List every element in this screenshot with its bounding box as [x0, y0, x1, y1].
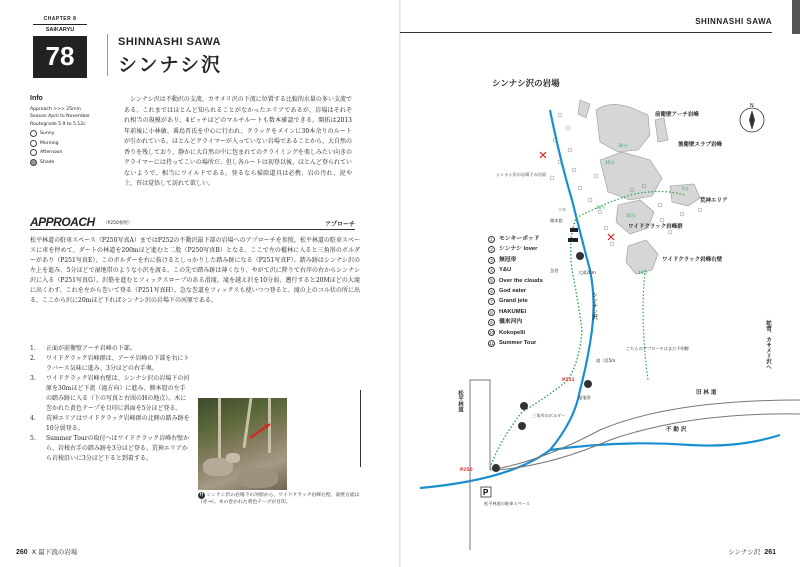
info-box [30, 95, 116, 166]
label-shitchi: 湿地帯 [578, 395, 591, 400]
fudou-stream [550, 435, 780, 450]
step-item: 3. ワイドクラック岩峰右壁は、シンナシ沢の岩場下の河原を30mほど下流（滝方向）に進み、側本窟の左手の踏み跡に入る（下の写真と右図のHの地点）。木に巻かれた黄色テープを目印に斜面を5分ほど登る。 [30, 375, 190, 412]
rock-wide-crack-right [626, 240, 658, 274]
caption-rule [360, 390, 361, 467]
approach-heading: APPROACH [30, 215, 95, 229]
info-season: Season April to November [30, 114, 91, 119]
label-river-bed: シンナシ沢の岩場下の河原 [496, 172, 547, 177]
approach-text: 松平林道の駐車スペース（P250写真A）まではP252の不動沢最下部の岩場へのアプローチを参照。松平林道の駐車スペースに車を停めて、ダートの林道を200mほど進むと二股（P250写真B）となる。ここで左の樅林に入ると三角形のボルダーがあり（P251写真E）、このボルダーを右に抜けるとしっかりした踏み跡になる（P251写真F）。踏み跡はシンナシ沢の左上を進み、5分ほどで湿地帯のような小沢を渡る。この先で踏み跡は薄くなり、やがて沢に降りて右岸の右からシンナシ沢に入る（P251写真G）。沢筋を進むとフィックスロープのある滑滝。滝を越え沢を10分弱、遡行すると20Mほどの大滝に出くわす。これを左から巻いて登る（P251写真H）。急な巻道をフィックスも使いつつ登ると、滝の上のコル状の所に出る。ここから沢に20mほど下ればシンナシ沢の岩場下の河原である。 [30, 237, 360, 304]
legend-item: 7 Grand jete [488, 296, 543, 306]
title-english: SHINNASHI SAWA [118, 36, 221, 48]
label-approach-note: こちらのアプローチはまだ不明瞭 [626, 346, 689, 351]
title-divider [107, 34, 108, 76]
label-sokuhon: 側本窟 [550, 218, 563, 223]
legend-item: 8 HAKUMEI [488, 307, 543, 317]
area-label-wide-crack-right: ワイドクラック岩峰右壁 [662, 257, 723, 263]
label-parking: 松平林道の駐車スペース [484, 501, 530, 506]
approach-reference: （P250参照） [103, 221, 133, 226]
info-icon-row: Sunny [30, 130, 116, 138]
label-p250: P250 [460, 468, 473, 473]
topo-map [400, 0, 800, 567]
legend-item: 1 モンキーボッド [488, 234, 543, 244]
legend-item: 11 Summer Tour [489, 340, 537, 347]
map-title: シンナシ沢の岩場 [492, 79, 560, 89]
area-label-arch: 前衛壁アーチ岩峰 [655, 112, 699, 118]
time-label: 35分 [605, 160, 615, 165]
red-arrow-icon [198, 398, 287, 490]
area-number: 78 [33, 36, 87, 78]
approach-heading-jp: アプローチ [324, 221, 355, 228]
approach-steps [30, 344, 190, 464]
label-kyuuzaka: 急登 [550, 268, 559, 273]
right-page [400, 0, 800, 567]
caption-marker: H [199, 492, 204, 498]
svg-text:P: P [483, 488, 489, 497]
label-triangle: 三角形のボルダー [532, 413, 566, 418]
photo-caption [198, 492, 360, 506]
label-shinnashi: シンナシ沢 [591, 292, 597, 320]
intro-text: シンナシ沢は不動沢の支流、カサメリ沢の下流に位置する比較的水量の多い支流である。これまではほとんど知られることがなかったエリアであるが、岩場はそれぞれ相当の規模があり、4ピッチほどのマルチルートも数本確認できる。開拓は2013年前後に小林敏、番島晋氏を中心に行われ、クラックをメインに30本余りのルートが引かれている。ほとんどクライマーが入っていない岩場であることから、大自然の香りを残しており、静かに大自然の中に包まれてのクライミングを楽しみたい向きのクライマーには持ってこいの場所だ。但し各ルートは初登以後、ほとんど登られていないようで、相当にワイルドである。登るなら掃除道具は必携、岩の汚れ、泥や土、苔は覚悟して訪れて欲しい。 [124, 96, 352, 187]
afternoon-icon [30, 149, 37, 156]
label-p251: P251 [562, 378, 575, 383]
time-label: 5分 [682, 186, 689, 191]
matsudaira-road [470, 380, 490, 550]
legend-item: 6 God eater [488, 286, 543, 296]
info-approach: Approach >>> 25min [30, 106, 81, 112]
label-otaki: 大滝20m [578, 270, 596, 275]
compass-icon [740, 103, 764, 132]
chapter-badge [33, 16, 87, 78]
label-col: コル [558, 207, 567, 212]
svg-text:N: N [750, 103, 754, 109]
label-kyuurin: 旧 林 道 [696, 390, 717, 396]
morning-icon [30, 140, 37, 147]
left-folio: 260 X 最下流の岩場 [16, 548, 78, 556]
time-label: 35分 [626, 213, 636, 218]
label-matsudaira: 松平林道 [457, 390, 463, 412]
legend-item: 3 無冠帝 [488, 255, 543, 265]
legend-item: 9 儀来河内 [488, 317, 543, 327]
area-label-slab: 後衛壁スラブ岩峰 [678, 142, 723, 148]
step-item: 5. Summer Tourの取付へはワイドクラック岩峰右壁から、岩稜右手の踏み跡を3分ほど登る。荒神エリアから岩稜沿いに3分ほど下ると到着する。 [30, 435, 190, 462]
step-item: 2. ワイドクラック岩峰群は、アーチ岩峰の下部を右にトラバース気味に進み、3分ほどの右手奥。 [30, 355, 190, 372]
time-label: 30分 [618, 143, 628, 148]
label-fudou: 不 動 沢 [666, 427, 687, 433]
legend-item: 5 Over the clouds [488, 276, 543, 286]
approach-header [30, 215, 355, 230]
info-icon-row: Afternoon [30, 149, 116, 157]
legend-item: 2 シンナシ lover [488, 244, 543, 254]
area-label-koujin: 荒神エリア [700, 198, 728, 204]
step-item: 4. 荒神エリアはワイドクラック岩峰群の北側の踏み跡を10分弱登る。 [30, 415, 190, 432]
caption-text: シンナシ沢の岩場下の河原から、ワイドクラック岩峰右壁、南壁方面は（赤→）。木の巻かれた黄色テープが目印。 [198, 493, 360, 505]
info-routegrade: Routegrade 5.9 to 5.12c [30, 121, 86, 127]
riverbed-photo [198, 398, 287, 490]
legend-item: 4 Y&U [488, 265, 543, 275]
time-label: 10分 [596, 205, 606, 210]
shade-icon [30, 159, 37, 166]
info-heading: Info [30, 95, 43, 102]
step-item: 1. 正面が前衛壁アーチ岩峰の下部。 [30, 345, 136, 352]
chapter-number-small: 8 [73, 16, 77, 22]
sunny-icon [30, 130, 37, 137]
chapter-name: SAIKARYU [45, 27, 75, 33]
label-kasameri: 蛇菅、カサメリ沢へ [765, 320, 771, 370]
route-legend [488, 234, 543, 348]
chapter-label: CHAPTER [43, 16, 72, 22]
title-japanese: シンナシ沢 [118, 54, 223, 76]
info-icon-row: Shade [30, 159, 116, 167]
label-rape: 滝（渓5m [596, 358, 616, 363]
area-label-wide-crack: ワイドクラック岩峰群 [628, 224, 683, 230]
time-label: 10分 [638, 270, 648, 275]
info-icon-row: Morning [30, 140, 116, 148]
parking-icon [481, 487, 491, 497]
running-head: SHINNASHI SAWA [695, 17, 772, 26]
right-folio: シンナシ沢 261 [728, 548, 776, 556]
legend-item: 10 Kokopelli [489, 329, 526, 336]
